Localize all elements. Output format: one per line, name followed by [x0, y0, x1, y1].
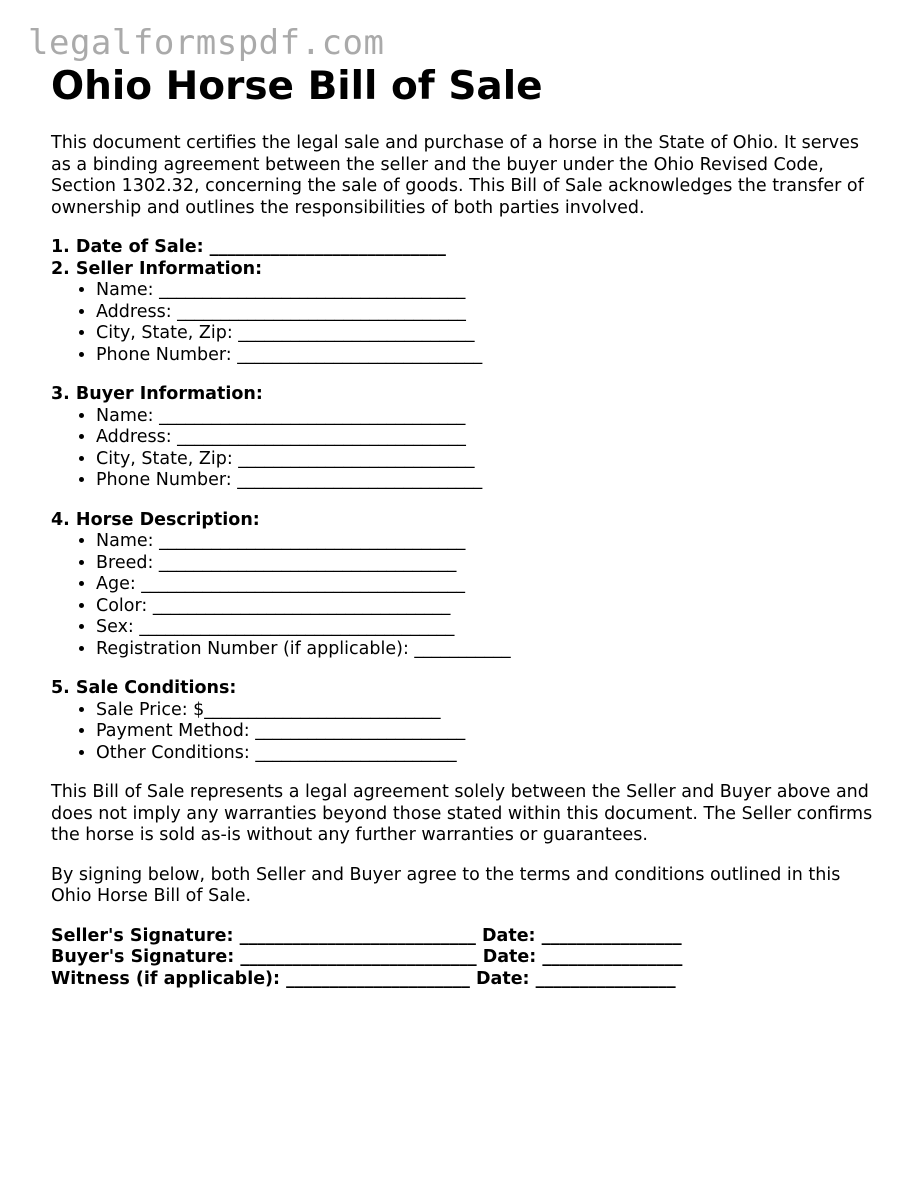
conditions-field-list — [51, 700, 881, 765]
warranty-paragraph: This Bill of Sale represents a legal agreement solely between the Seller and Buyer above and does not imply any warranties beyond those stated within this document. The Seller confirms the horse is sold as-is without any further warranties or guarantees. — [51, 782, 873, 845]
seller-city-state-zip-field[interactable]: • City, State, Zip: ___________________________ — [96, 323, 881, 345]
buyer-field-list — [51, 406, 881, 492]
horse-registration-field[interactable]: • Registration Number (if applicable): ___________ — [96, 639, 881, 661]
horse-name-field[interactable]: • Name: ___________________________________ — [96, 531, 881, 553]
buyer-phone-field[interactable]: • Phone Number: ____________________________ — [96, 470, 881, 492]
horse-sex-field[interactable]: • Sex: ____________________________________ — [96, 617, 881, 639]
payment-method-field[interactable]: • Payment Method: ________________________ — [96, 721, 881, 743]
seller-name-field[interactable]: • Name: ___________________________________ — [96, 280, 881, 302]
page-title: Ohio Horse Bill of Sale — [51, 64, 543, 109]
seller-address-field[interactable]: • Address: _________________________________ — [96, 302, 881, 324]
watermark: legalformspdf.com — [28, 23, 385, 63]
buyer-city-state-zip-field[interactable]: • City, State, Zip: ___________________________ — [96, 449, 881, 471]
seller-signature-line[interactable]: Seller's Signature: ___________________________ Date: ________________ — [51, 925, 682, 946]
horse-section-heading: 4. Horse Description: — [51, 509, 260, 530]
sale-price-field[interactable]: • Sale Price: $___________________________ — [96, 700, 881, 722]
other-conditions-field[interactable]: • Other Conditions: _______________________ — [96, 743, 881, 765]
buyer-section-heading: 3. Buyer Information: — [51, 384, 263, 404]
buyer-name-field[interactable]: • Name: ___________________________________ — [96, 406, 881, 428]
conditions-section-heading: 5. Sale Conditions: — [51, 678, 237, 698]
seller-section-heading: 2. Seller Information: — [51, 258, 263, 279]
horse-field-list — [51, 531, 881, 660]
document-body — [51, 133, 881, 990]
intro-paragraph: This document certifies the legal sale and purchase of a horse in the State of Ohio. It serves as a binding agreement between the seller and the buyer under the Ohio Revised Code, Section 1302.32, concerning the sale of goods. This Bill of Sale acknowledges the transfer of ownership and outlines the responsibilities of both parties involved. — [51, 133, 864, 218]
buyer-address-field[interactable]: • Address: _________________________________ — [96, 427, 881, 449]
seller-phone-field[interactable]: • Phone Number: ____________________________ — [96, 345, 881, 367]
buyer-signature-line[interactable]: Buyer's Signature: ___________________________ Date: ________________ — [51, 947, 683, 967]
horse-age-field[interactable]: • Age: _____________________________________ — [96, 574, 881, 596]
witness-signature-line[interactable]: Witness (if applicable): _____________________ Date: ________________ — [51, 968, 676, 989]
seller-field-list — [51, 280, 881, 366]
horse-breed-field[interactable]: • Breed: __________________________________ — [96, 553, 881, 575]
agreement-paragraph: By signing below, both Seller and Buyer agree to the terms and conditions outlined in this Ohio Horse Bill of Sale. — [51, 864, 841, 906]
date-of-sale-field[interactable]: 1. Date of Sale: ___________________________ — [51, 237, 446, 257]
horse-color-field[interactable]: • Color: __________________________________ — [96, 596, 881, 618]
